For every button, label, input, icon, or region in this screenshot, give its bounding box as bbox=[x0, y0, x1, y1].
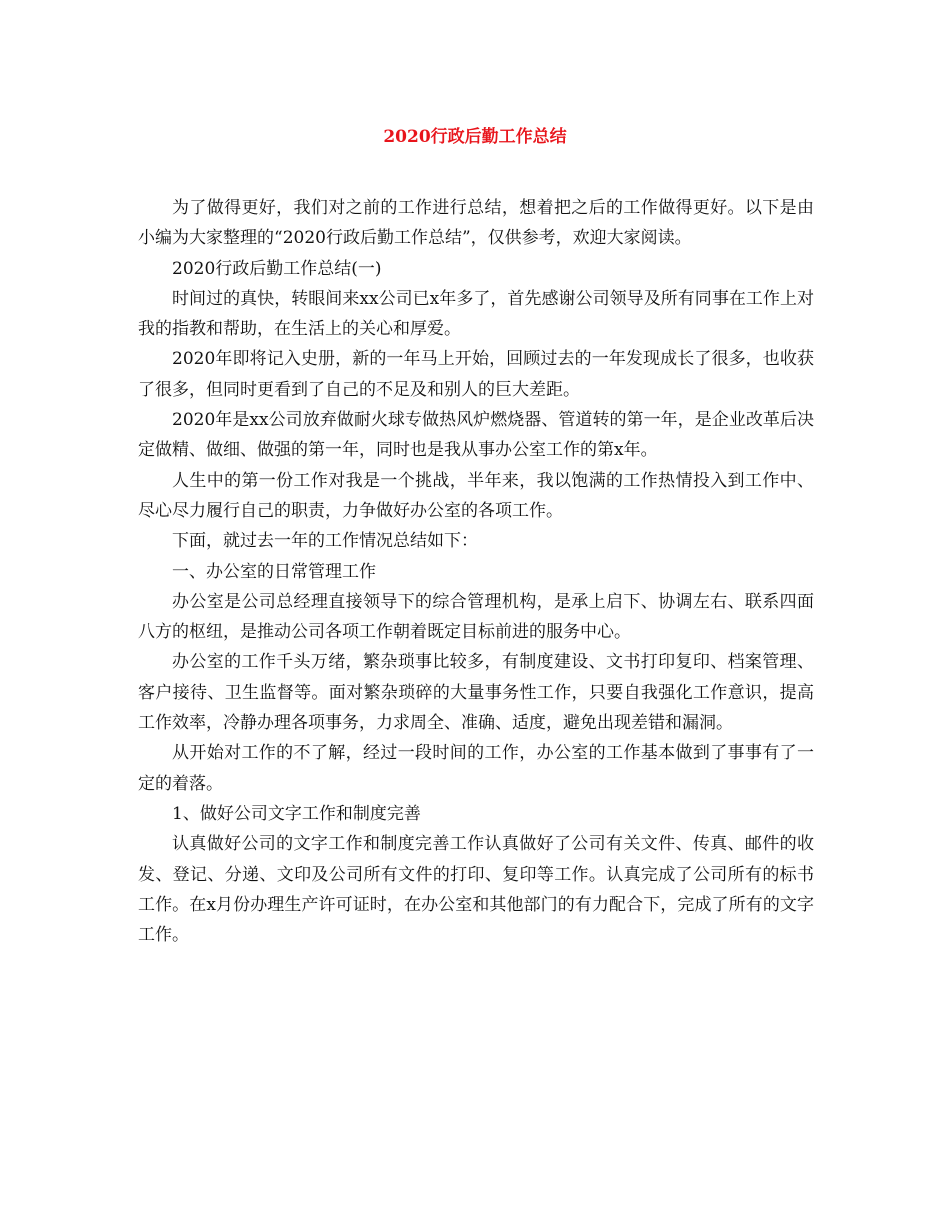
paragraph-intro: 为了做得更好，我们对之前的工作进行总结，想着把之后的工作做得更好。以下是由小编为大家整理的“2020行政后勤工作总结”，仅供参考，欢迎大家阅读。 bbox=[138, 198, 814, 249]
paragraph: 时间过的真快，转眼间来xx公司已x年多了，首先感谢公司领导及所有同事在工作上对我的指教和帮助，在生活上的关心和厚爱。 bbox=[138, 288, 814, 340]
paragraph-heading-2: 1、做好公司文字工作和制度完善 bbox=[172, 803, 421, 824]
paragraph: 办公室的工作千头万绪，繁杂琐事比较多，有制度建设、文书打印复印、档案管理、客户接待、卫生监督等。面对繁杂琐碎的大量事务性工作，只要自我强化工作意识，提高工作效率，冷静办理各项事务，力求周全、准确、适度，避免出现差错和漏洞。 bbox=[138, 652, 814, 734]
document-body bbox=[138, 193, 814, 950]
paragraph: 办公室是公司总经理直接领导下的综合管理机构，是承上启下、协调左右、联系四面八方的枢纽，是推动公司各项工作朝着既定目标前进的服务中心。 bbox=[138, 591, 814, 643]
paragraph-heading-1: 一、办公室的日常管理工作 bbox=[172, 561, 376, 582]
paragraph: 认真做好公司的文字工作和制度完善工作认真做好了公司有关文件、传真、邮件的收发、登记、分递、文印及公司所有文件的打印、复印等工作。认真完成了公司所有的标书工作。在x月份办理生产许可证时，在办公室和其他部门的有力配合下，完成了所有的文字工作。 bbox=[138, 834, 814, 946]
paragraph: 人生中的第一份工作对我是一个挑战，半年来，我以饱满的工作热情投入到工作中、尽心尽力履行自己的职责，力争做好办公室的各项工作。 bbox=[138, 470, 814, 521]
document-title: 2020行政后勤工作总结 bbox=[383, 127, 567, 147]
paragraph: 2020年即将记入史册，新的一年马上开始，回顾过去的一年发现成长了很多，也收获了很多，但同时更看到了自己的不足及和别人的巨大差距。 bbox=[138, 349, 814, 400]
paragraph: 2020年是xx公司放弃做耐火球专做热风炉燃烧器、管道转的第一年，是企业改革后决定做精、做细、做强的第一年，同时也是我从事办公室工作的第x年。 bbox=[138, 410, 814, 461]
paragraph: 从开始对工作的不了解，经过一段时间的工作，办公室的工作基本做到了事事有了一定的着落。 bbox=[138, 743, 814, 794]
paragraph: 下面，就过去一年的工作情况总结如下： bbox=[172, 531, 478, 552]
paragraph-section-heading: 2020行政后勤工作总结(一) bbox=[172, 258, 382, 279]
